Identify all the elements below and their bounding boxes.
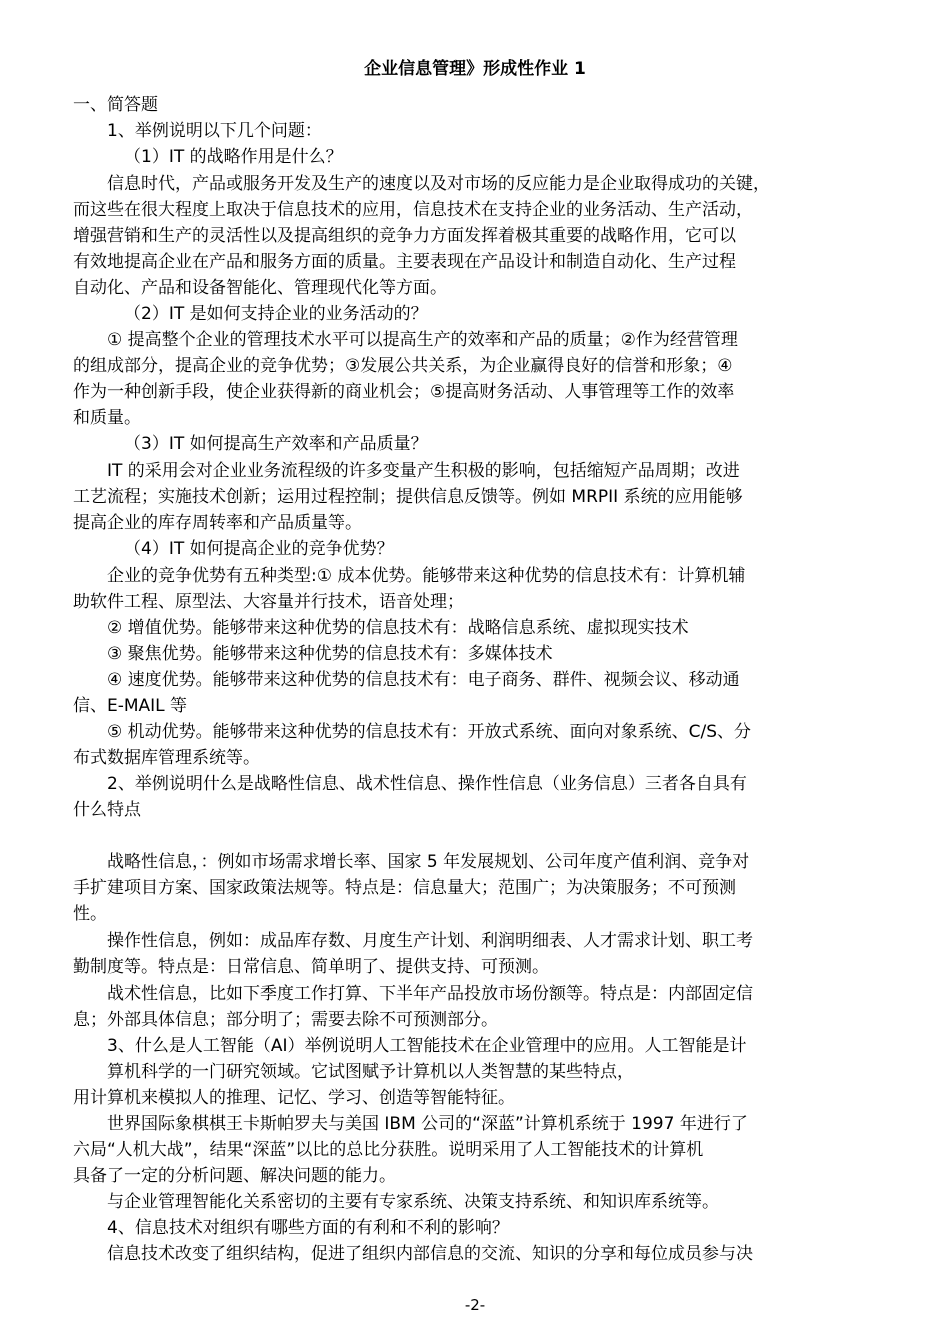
text-line: 工艺流程；实施技术创新；运用过程控制；提供信息反馈等。例如 MRPII 系统的应用能够: [73, 487, 743, 507]
text-line: 战术性信息，比如下季度工作打算、下半年产品投放市场份额等。特点是：内部固定信: [107, 984, 753, 1004]
page-number: -2-: [464, 1296, 486, 1314]
text-line: 的组成部分，提高企业的竞争优势；③发展公共关系，为企业赢得良好的信誉和形象；④: [73, 356, 733, 376]
text-line: ④ 速度优势。能够带来这种优势的信息技术有：电子商务、群件、视频会议、移动通: [107, 670, 740, 690]
text-line: 六局“人机大战”，结果“深蓝”以比的总比分获胜。说明采用了人工智能技术的计算机: [73, 1140, 704, 1160]
text-line: 2、举例说明什么是战略性信息、战术性信息、操作性信息（业务信息）三者各自具有: [107, 774, 747, 794]
text-line: 助软件工程、原型法、大容量并行技术，语音处理；: [73, 592, 464, 612]
text-line: 什么特点: [73, 800, 141, 820]
text-line: ③ 聚焦优势。能够带来这种优势的信息技术有：多媒体技术: [107, 644, 553, 664]
text-line: 算机科学的一门研究领域。它试图赋予计算机以人类智慧的某些特点，: [107, 1062, 634, 1082]
text-line: 作为一种创新手段，使企业获得新的商业机会；⑤提高财务活动、人事管理等工作的效率: [73, 382, 735, 402]
text-line: （4）IT 如何提高企业的竞争优势？: [124, 539, 394, 559]
text-line: 信息技术改变了组织结构，促进了组织内部信息的交流、知识的分享和每位成员参与决: [107, 1244, 753, 1264]
text-line: 息；外部具体信息；部分明了；需要去除不可预测部分。: [73, 1010, 498, 1030]
text-line: 信息时代，产品或服务开发及生产的速度以及对市场的反应能力是企业取得成功的关键，: [107, 174, 770, 194]
text-line: ① 提高整个企业的管理技术水平可以提高生产的效率和产品的质量；②作为经营管理: [107, 330, 738, 350]
text-line: 信、E-MAIL 等: [73, 696, 188, 716]
text-line: 与企业管理智能化关系密切的主要有专家系统、决策支持系统、和知识库系统等。: [107, 1192, 719, 1212]
text-line: 企业的竞争优势有五种类型:① 成本优势。能够带来这种优势的信息技术有：计算机辅: [107, 566, 746, 586]
text-line: （2）IT 是如何支持企业的业务活动的？: [124, 304, 428, 324]
text-line: 用计算机来模拟人的推理、记忆、学习、创造等智能特征。: [73, 1088, 515, 1108]
text-line: 性。: [73, 904, 107, 924]
text-line: （3）IT 如何提高生产效率和产品质量？: [124, 434, 428, 454]
text-line: 具备了一定的分析问题、解决问题的能力。: [73, 1166, 396, 1186]
text-line: 有效地提高企业在产品和服务方面的质量。主要表现在产品设计和制造自动化、生产过程: [73, 252, 736, 272]
text-line: 一、简答题: [73, 95, 158, 115]
text-line: 手扩建项目方案、国家政策法规等。特点是：信息量大；范围广；为决策服务；不可预测: [73, 878, 736, 898]
text-line: 自动化、产品和设备智能化、管理现代化等方面。: [73, 278, 447, 298]
text-line: 1、举例说明以下几个问题：: [107, 121, 322, 141]
text-line: ② 增值优势。能够带来这种优势的信息技术有：战略信息系统、虚拟现实技术: [107, 618, 689, 638]
text-line: 布式数据库管理系统等。: [73, 748, 260, 768]
text-line: IT 的采用会对企业业务流程级的许多变量产生积极的影响，包括缩短产品周期；改进: [107, 461, 740, 481]
text-line: 而这些在很大程度上取决于信息技术的应用，信息技术在支持企业的业务活动、生产活动，: [73, 200, 753, 220]
text-line: 提高企业的库存周转率和产品质量等。: [73, 513, 362, 533]
text-line: 和质量。: [73, 408, 141, 428]
text-line: 3、什么是人工智能（AI）举例说明人工智能技术在企业管理中的应用。人工智能是计: [107, 1036, 747, 1056]
text-line: 增强营销和生产的灵活性以及提高组织的竞争力方面发挥着极其重要的战略作用，它可以: [73, 226, 736, 246]
text-line: 勤制度等。特点是：日常信息、简单明了、提供支持、可预测。: [73, 957, 549, 977]
document-title: 企业信息管理》形成性作业 1: [364, 59, 586, 79]
text-line: （1）IT 的战略作用是什么？: [124, 147, 343, 167]
text-line: 世界国际象棋棋王卡斯帕罗夫与美国 IBM 公司的“深蓝”计算机系统于 1997 年进行了: [107, 1114, 748, 1134]
text-line: 4、信息技术对组织有哪些方面的有利和不利的影响？: [107, 1218, 509, 1238]
text-line: 战略性信息，：例如市场需求增长率、国家 5 年发展规划、公司年度产值利润、竞争对: [107, 852, 750, 872]
text-line: ⑤ 机动优势。能够带来这种优势的信息技术有：开放式系统、面向对象系统、C/S、分: [107, 722, 752, 742]
text-line: 操作性信息，例如：成品库存数、月度生产计划、利润明细表、人才需求计划、职工考: [107, 931, 753, 951]
